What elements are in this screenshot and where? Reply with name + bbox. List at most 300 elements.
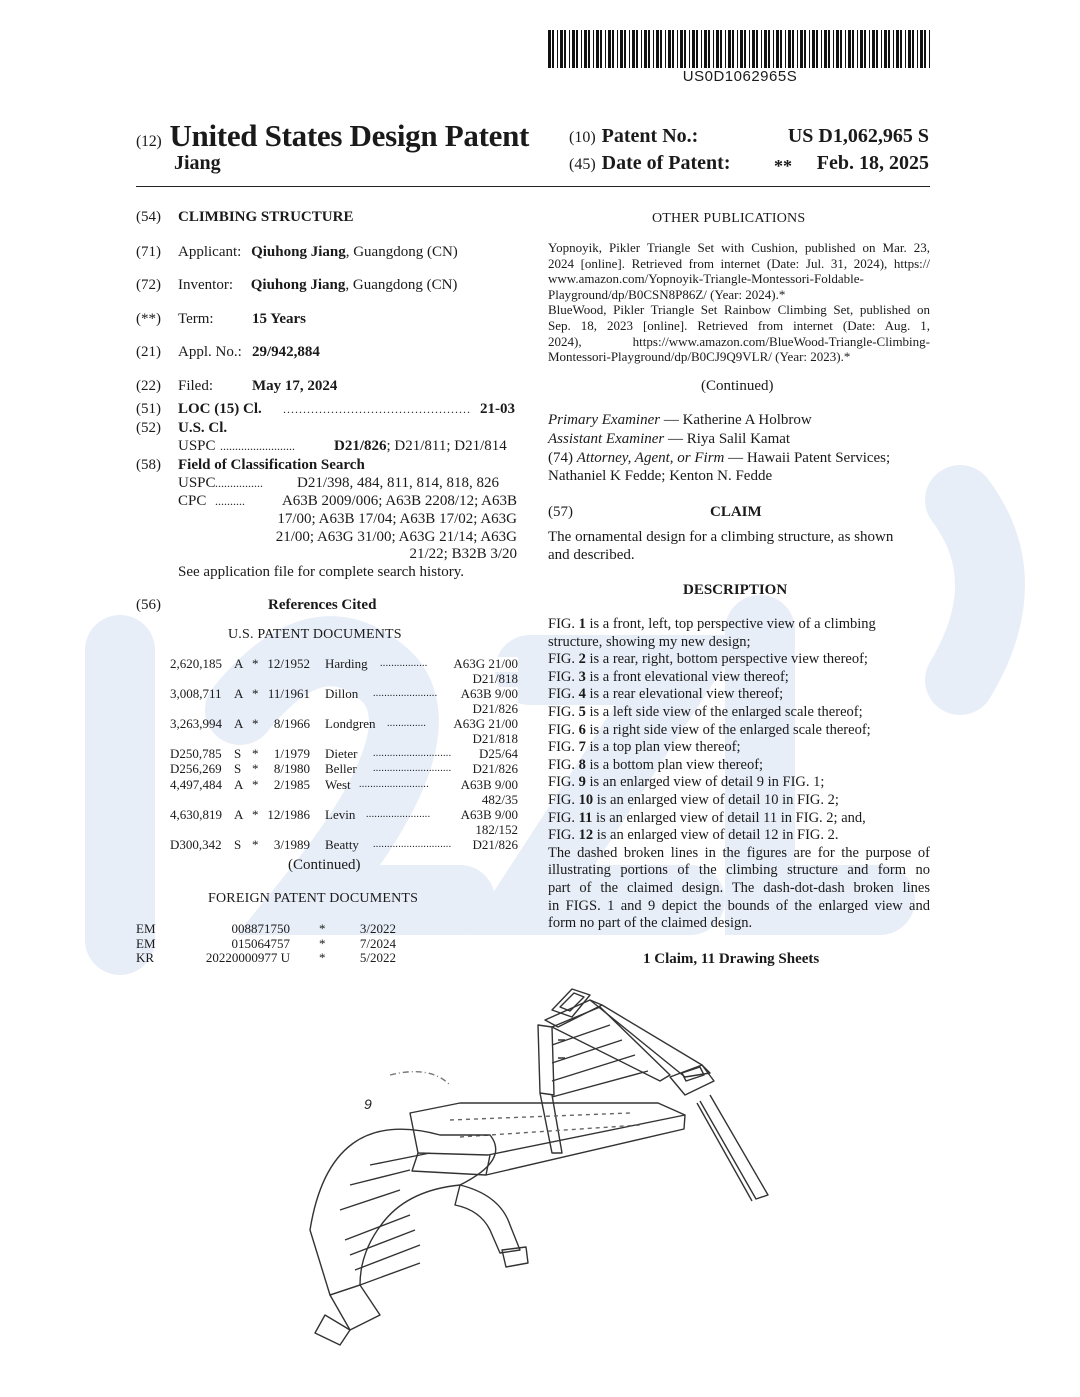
figure-description-line (548, 792, 930, 810)
barcode-bar (788, 30, 791, 68)
foreign-number: 015064757 (231, 935, 290, 951)
code-74: (74) (548, 450, 573, 466)
ref-star: * (252, 746, 259, 761)
fig-text: is a top plan view thereof; (585, 739, 741, 756)
cpc-line-2: 17/00; A63B 17/04; A63B 17/02; A63G (277, 511, 517, 527)
barcode-bar (900, 30, 902, 68)
reference-row (170, 747, 518, 762)
other-publications-title: OTHER PUBLICATIONS (652, 211, 806, 226)
fig-prefix: FIG. (548, 668, 579, 685)
barcode-bar (564, 30, 566, 68)
figure-description-line (548, 651, 930, 669)
cpc-line-3: 21/00; A63G 31/00; A63G 21/14; A63G (275, 529, 517, 545)
figure-description-line (548, 722, 930, 740)
ref-name: Dillon (325, 686, 359, 701)
foreign-number: 008871750 (231, 921, 290, 936)
ref-dots: ............................ (373, 838, 452, 850)
us-cl-label: U.S. Cl. (178, 420, 228, 436)
field-71-code: (71) (136, 244, 161, 260)
primary-examiner (548, 411, 812, 429)
ref-kind: A (234, 776, 244, 792)
ref-class-secondary: D21/826 (472, 701, 518, 716)
primary-examiner-name: — Katherine A Holbrow (663, 412, 812, 428)
barcode-bar (821, 30, 822, 68)
fig-prefix: FIG. (548, 809, 579, 826)
fig-number: 1 (578, 616, 586, 632)
ref-dots: ....................... (373, 688, 438, 699)
barcode-bar (893, 30, 894, 68)
claim-text-1: The ornamental design for a climbing structure, as shown (548, 529, 894, 545)
barcode-bar (617, 30, 618, 68)
search-history-note: See application file for complete search history. (178, 564, 465, 580)
barcode-bar (845, 30, 846, 68)
ref-class: A63B 9/00 (460, 776, 518, 792)
fig-prefix: FIG. (548, 686, 579, 703)
foreign-reference-row (136, 922, 396, 937)
barcode-bar (917, 30, 918, 68)
figure-description-line (548, 616, 930, 634)
figure-description-line (548, 704, 930, 722)
barcode-bar (785, 30, 786, 68)
barcode-bar (576, 30, 578, 68)
filed-label: Filed: (178, 378, 214, 394)
inventor-surname: Jiang (174, 152, 221, 174)
barcode-bar (672, 30, 674, 68)
fig-text: is a bottom plan view thereof; (585, 756, 764, 773)
fig-prefix: FIG. (548, 774, 579, 791)
search-uspc-dots: ................ (215, 476, 263, 490)
figure-description-line (548, 827, 930, 845)
publication-line: 2024 [online]. Retrieved from internet (Date: Jul. 31, 2024), https:// (548, 255, 930, 271)
claim-code: (57) (548, 504, 573, 520)
barcode-bar (641, 30, 642, 68)
ref-date: 3/1989 (273, 836, 310, 852)
field-56-code: (56) (136, 597, 161, 613)
ref-kind: A (234, 806, 244, 822)
patent-number: US D1,062,965 S (787, 125, 929, 147)
barcode-bar (840, 30, 842, 68)
ref-number: 4,630,819 (170, 806, 222, 822)
ref-number: 2,620,185 (170, 656, 222, 671)
patent-date: Feb. 18, 2025 (816, 152, 929, 174)
barcode-bar (677, 30, 678, 68)
date-marker: ** (774, 156, 792, 176)
barcode-bar (812, 30, 815, 68)
assistant-examiner-name: — Riya Salil Kamat (668, 431, 791, 447)
barcode-bar (804, 30, 806, 68)
ref-number: D300,342 (170, 836, 222, 852)
barcode-bar (776, 30, 779, 68)
foreign-country: KR (136, 950, 155, 965)
field-52-code: (52) (136, 420, 161, 436)
barcode-bar (773, 30, 774, 68)
ref-date: 2/1985 (273, 776, 310, 792)
fig-prefix: FIG. (548, 827, 579, 844)
barcode-bar (605, 30, 606, 68)
fig-number: 7 (578, 739, 586, 756)
ref-class: A63G 21/00 (453, 656, 518, 671)
ref-star: * (252, 776, 259, 792)
ref-number: 4,497,484 (170, 776, 222, 792)
fig-prefix: FIG. (548, 721, 579, 738)
date-row (569, 152, 929, 175)
ref-kind: A (234, 716, 244, 731)
fig-text: is an enlarged view of detail 12 in FIG. 2. (593, 827, 839, 844)
barcode-bar (692, 30, 695, 68)
search-cpc-dots: .......... (215, 494, 245, 508)
dashed-lines-note: form no part of the claimed design. (548, 915, 753, 932)
barcode-bar (713, 30, 714, 68)
barcode-bar (684, 30, 686, 68)
ref-class: A63G 21/00 (453, 716, 518, 731)
barcode-bar (560, 30, 563, 68)
foreign-date: 5/2022 (359, 950, 396, 965)
us-cl-uspc-label: USPC (178, 438, 216, 454)
barcode-number: US0D1062965S (682, 68, 798, 85)
barcode-bar (588, 30, 590, 68)
reference-row (170, 717, 518, 747)
fig-number: 8 (578, 756, 586, 773)
applicant-name: Qiuhong Jiang (251, 244, 346, 260)
barcode-bar (824, 30, 827, 68)
fig-text: is an enlarged view of detail 10 in FIG. 2; (593, 792, 839, 808)
patent-number-row (569, 125, 929, 148)
ref-class-secondary: 182/152 (475, 821, 518, 837)
reference-row (170, 687, 518, 717)
ref-kind: S (234, 836, 242, 852)
inventor-label: Inventor: (178, 277, 233, 293)
barcode-bar (612, 30, 614, 68)
barcode-bar (924, 30, 926, 68)
ref-class-secondary: D21/818 (472, 731, 518, 746)
barcode-bar (569, 30, 570, 68)
cpc-line-1: A63B 2009/006; A63B 2208/12; A63B (281, 493, 517, 509)
fig-number: 2 (578, 651, 586, 668)
fig-number: 4 (578, 686, 586, 703)
barcode-bar (752, 30, 755, 68)
figure-description-line (548, 669, 930, 687)
barcode-bar (848, 30, 851, 68)
ref-class: A63B 9/00 (460, 806, 518, 822)
barcode-bar (833, 30, 834, 68)
publication-line: Montessori-Playground/dp/B0CJ9Q9VLR/ (Year: 2023).* (548, 349, 851, 365)
ref-name: Beatty (325, 836, 359, 852)
foreign-country: EM (136, 935, 156, 951)
foreign-docs-header: FOREIGN PATENT DOCUMENTS (208, 891, 419, 906)
field-22-code: (22) (136, 378, 161, 394)
barcode-bar (749, 30, 750, 68)
fig-text: is a rear, right, bottom perspective view thereof; (585, 651, 868, 668)
foreign-number: 20220000977 U (205, 950, 290, 965)
applicant-label: Applicant: (178, 244, 242, 260)
barcode-bar (905, 30, 906, 68)
foreign-country: EM (136, 921, 156, 936)
field-72-code: (72) (136, 277, 161, 293)
inventor-location: , Guangdong (CN) (345, 277, 458, 293)
barcode-bar (929, 30, 930, 68)
barcode-bar (632, 30, 635, 68)
us-cl-value (334, 437, 507, 455)
ref-star: * (252, 806, 259, 822)
field-term-code: (**) (136, 311, 161, 327)
barcode-bar (768, 30, 770, 68)
fig-number: 11 (578, 809, 593, 826)
publication-line: Sep. 18, 2023 [online]. Retrieved from internet (Date: Aug. 1, (548, 318, 930, 333)
barcode-bar (696, 30, 698, 68)
primary-examiner-label: Primary Examiner (548, 412, 661, 428)
filed-value: May 17, 2024 (252, 378, 338, 394)
fig-number: 10 (578, 792, 594, 808)
date-label: Date of Patent: (601, 152, 731, 174)
search-uspc-label: USPC (178, 475, 216, 491)
fig-prefix: FIG. (548, 616, 579, 632)
fig-text: is an enlarged view of detail 9 in FIG. 1; (585, 774, 825, 791)
barcode-bar (728, 30, 731, 68)
fig-number: 3 (578, 668, 586, 685)
barcode-bar (797, 30, 798, 68)
attorney-firm: — Hawaii Patent Services; (728, 450, 891, 466)
field-54-title: CLIMBING STRUCTURE (178, 209, 354, 225)
barcode-bar (908, 30, 911, 68)
barcode-bar (828, 30, 830, 68)
ref-kind: S (234, 761, 242, 777)
patent-title (136, 118, 529, 154)
field-54-code: (54) (136, 209, 161, 225)
ref-number: 3,263,994 (170, 716, 222, 731)
foreign-date: 3/2022 (359, 921, 396, 936)
ref-dots: ................. (380, 658, 428, 669)
references-title: References Cited (268, 597, 377, 613)
field-21-code: (21) (136, 344, 161, 360)
figure-description-line (548, 774, 930, 792)
barcode-bar (852, 30, 854, 68)
ref-date: 12/1952 (267, 656, 310, 671)
barcode-bar (737, 30, 738, 68)
fig-prefix: FIG. (548, 704, 579, 720)
fig-prefix: FIG. (548, 756, 579, 773)
appl-no-label: Appl. No.: (178, 344, 242, 360)
ref-dots: .............. (387, 718, 427, 729)
detail-9-label: 9 (364, 1096, 372, 1112)
foreign-date: 7/2024 (359, 935, 396, 951)
ref-name: Levin (325, 806, 356, 822)
field-search-label: Field of Classification Search (178, 457, 365, 473)
ref-kind: A (234, 656, 244, 671)
barcode-bar (792, 30, 794, 68)
ref-dots: ....................... (366, 808, 431, 820)
publication-line: BlueWood, Pikler Triangle Set Rainbow Climbing Set, published on (548, 302, 930, 318)
fig-prefix: FIG. (548, 651, 579, 668)
barcode-bar (780, 30, 782, 68)
loc-dots: ............................................... (283, 402, 471, 416)
barcode-bar (869, 30, 870, 68)
field-58-code: (58) (136, 457, 161, 473)
barcode-bar (881, 30, 882, 68)
patent-no-label: Patent No.: (601, 125, 699, 147)
fig-text: structure, showing my new design; (548, 633, 751, 650)
fig-prefix: FIG. (548, 739, 579, 756)
claim-text-2: and described. (548, 547, 635, 563)
dashed-lines-note: part of the claimed design. The dash-dot-dash broken lines (548, 880, 930, 896)
barcode-bar (864, 30, 866, 68)
ref-dots: ............................ (373, 763, 452, 775)
barcode-bar (620, 30, 623, 68)
barcode-bar (809, 30, 810, 68)
barcode-bar (660, 30, 662, 68)
barcode-bar (552, 30, 554, 68)
ref-number: D256,269 (170, 761, 222, 777)
loc-label: LOC (15) Cl. (178, 401, 262, 417)
ref-kind: A (234, 686, 244, 701)
barcode-bar (644, 30, 647, 68)
barcode-bar (708, 30, 710, 68)
attorney-label: Attorney, Agent, or Firm (576, 450, 725, 466)
ref-date: 11/1961 (267, 686, 310, 701)
fig-text: is a rear elevational view thereof; (585, 686, 784, 703)
barcode-bar (764, 30, 767, 68)
header-rule (136, 186, 930, 187)
barcode-bar (920, 30, 923, 68)
search-uspc-value: D21/398, 484, 811, 814, 818, 826 (297, 475, 499, 491)
barcode-bar (636, 30, 638, 68)
field-71 (178, 243, 458, 261)
ref-star: * (252, 761, 259, 777)
barcode-bar (701, 30, 702, 68)
figure-description-line (548, 634, 930, 652)
field-51-code: (51) (136, 401, 161, 417)
code-10: (10) (569, 129, 596, 146)
barcode-bar (704, 30, 707, 68)
barcode-bar (572, 30, 575, 68)
barcode-bar (740, 30, 743, 68)
dashed-lines-note: The dashed broken lines in the figures are for the purpose of (548, 844, 930, 861)
us-cl-dots: ......................... (220, 439, 295, 453)
ref-kind: S (234, 746, 242, 761)
figure-1-drawing (290, 985, 850, 1380)
loc-value: 21-03 (480, 401, 515, 417)
ref-class-secondary: D21/818 (472, 671, 518, 686)
search-cpc-label: CPC (178, 493, 207, 509)
ref-date: 8/1980 (273, 761, 310, 777)
fig-text: is a right side view of the enlarged scale thereof; (585, 721, 871, 738)
barcode-bar (884, 30, 887, 68)
fig-prefix: FIG. (548, 792, 579, 808)
barcode-bar (800, 30, 803, 68)
ref-name: Dieter (325, 746, 358, 761)
barcode-bar (876, 30, 878, 68)
barcode-bar (629, 30, 630, 68)
barcode-bar (596, 30, 599, 68)
ref-name: Beller (325, 761, 357, 777)
figure-description-line (548, 810, 930, 828)
ref-date: 1/1979 (273, 746, 310, 761)
barcode-bar (857, 30, 858, 68)
barcode-bar (860, 30, 863, 68)
barcode-bar (656, 30, 659, 68)
ref-star: * (252, 836, 259, 852)
barcode-bar (888, 30, 890, 68)
publications-continued: (Continued) (701, 378, 774, 394)
drawing-lines (310, 989, 768, 1345)
reference-row (170, 778, 518, 808)
barcode-bar (548, 30, 551, 68)
references-continued: (Continued) (288, 857, 361, 873)
publication-line: Yopnoyik, Pikler Triangle Set with Cushion, published on Mar. 23, (548, 240, 930, 255)
barcode-bar (725, 30, 726, 68)
barcode-bar (653, 30, 654, 68)
cpc-line-4: 21/22; B32B 3/20 (409, 546, 517, 562)
barcode-bar (744, 30, 746, 68)
ref-star: * (252, 656, 259, 671)
barcode-bar (912, 30, 914, 68)
us-patent-docs-header: U.S. PATENT DOCUMENTS (228, 627, 402, 642)
assistant-examiner-label: Assistant Examiner (548, 431, 665, 447)
figure-description-line (548, 757, 930, 775)
barcode-bar (680, 30, 683, 68)
barcode-bar (608, 30, 611, 68)
ref-dots: ......................... (359, 778, 429, 790)
barcode-bar (896, 30, 899, 68)
dashed-lines-note: illustrating portions of the climbing structure and form no (548, 862, 930, 879)
inventor-name: Qiuhong Jiang (250, 277, 346, 293)
publication-line: Playground/dp/B0CSN8P86Z/ (Year: 2024).* (548, 286, 786, 302)
ref-dots: ............................ (373, 748, 452, 759)
reference-row (170, 657, 518, 687)
ref-name: West (325, 776, 351, 792)
barcode-bar (624, 30, 626, 68)
fig-number: 5 (578, 704, 586, 720)
fig-number: 6 (578, 721, 586, 738)
fig-text: is a left side view of the enlarged scale thereof; (585, 704, 863, 720)
fig-number: 9 (578, 774, 586, 791)
ref-date: 8/1966 (273, 716, 310, 731)
ref-class: D21/826 (472, 836, 518, 852)
ref-number: 3,008,711 (170, 686, 222, 701)
ref-class-secondary: 482/35 (481, 791, 518, 807)
barcode-bar (584, 30, 587, 68)
barcode-bar (761, 30, 762, 68)
code-12: (12) (136, 133, 162, 150)
dashed-lines-note: in FIGS. 1 and 9 depict the bounds of the enlarged view and (548, 897, 930, 914)
ref-class: D21/826 (472, 761, 518, 777)
publication-line: www.amazon.com/Yopnoyik-Triangle-Montessori-Foldable- (548, 271, 864, 287)
fig-text: is an enlarged view of detail 11 in FIG. 2; and, (592, 809, 866, 826)
reference-row (170, 762, 518, 777)
code-45: (45) (569, 156, 596, 173)
barcode-bar (665, 30, 666, 68)
appl-no-value: 29/942,884 (252, 344, 320, 360)
foreign-reference-row (136, 951, 396, 966)
ref-name: Londgren (325, 716, 376, 731)
reference-row (170, 838, 518, 853)
field-72 (178, 276, 457, 294)
ref-date: 12/1986 (267, 806, 310, 822)
us-cl-primary: D21/826 (334, 438, 387, 454)
barcode-bar (732, 30, 734, 68)
barcode-bar (668, 30, 671, 68)
term-label: Term: (178, 311, 214, 327)
publication-line: 2024), https://www.amazon.com/BlueWood-Triangle-Climbing- (548, 333, 930, 349)
barcode-graphic (548, 30, 932, 68)
foreign-star: * (319, 935, 326, 951)
barcode-bar (600, 30, 602, 68)
ref-name: Harding (325, 656, 368, 671)
barcode-bar (872, 30, 875, 68)
ref-star: * (252, 716, 259, 731)
term-value: 15 Years (252, 311, 307, 327)
reference-row (170, 808, 518, 838)
barcode-bar (816, 30, 818, 68)
